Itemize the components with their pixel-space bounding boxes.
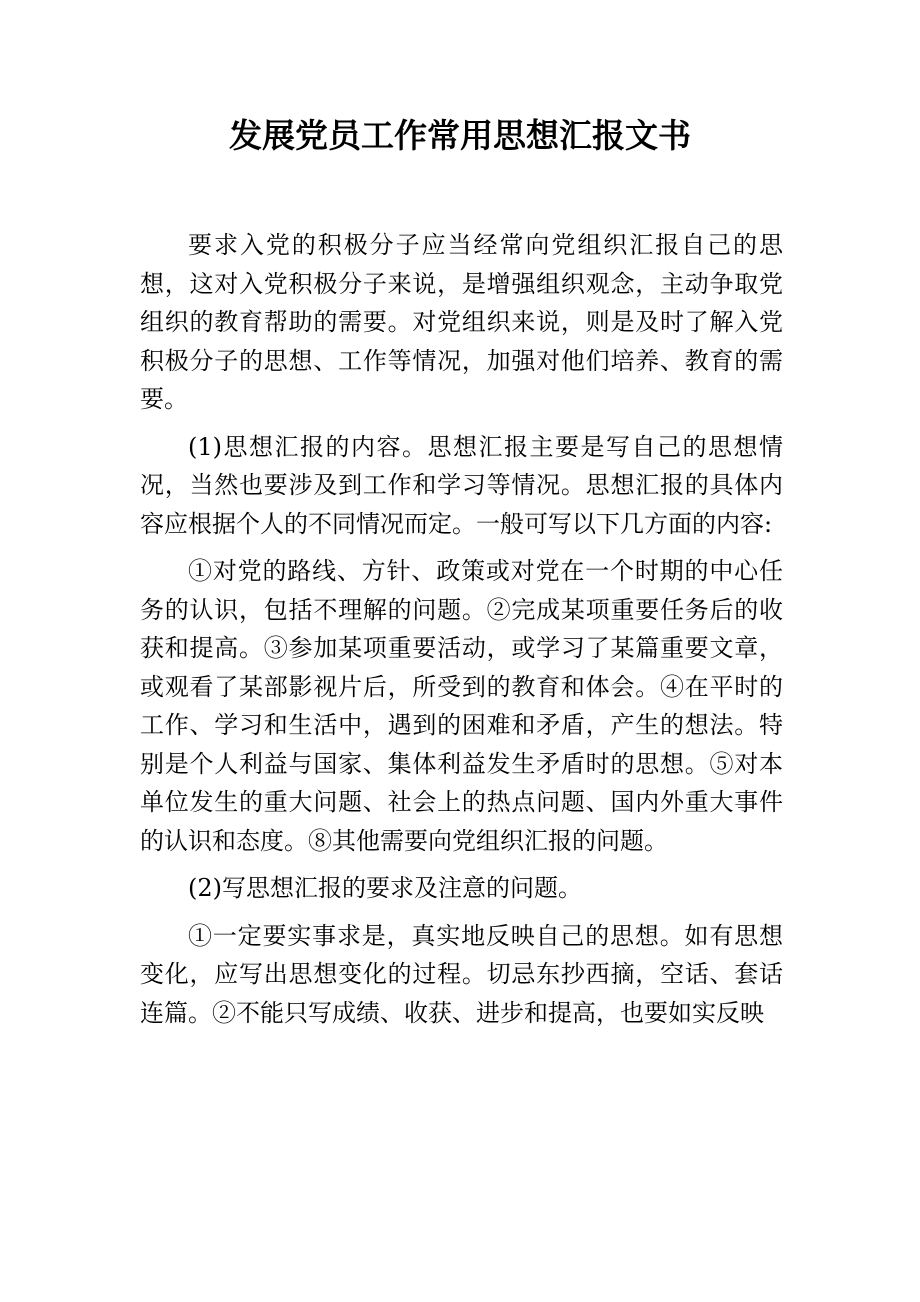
- document-body: [140, 226, 783, 1041]
- document-title: 发展党员工作常用思想汇报文书: [229, 116, 691, 155]
- paragraph-report-content: (1)思想汇报的内容。思想汇报主要是写自己的思想情况，当然也要涉及到工作和学习等情况。思想汇报的具体内容应根据个人的不同情况而定。一般可写以下几方面的内容:: [140, 432, 783, 538]
- paragraph-content-items: ①对党的路线、方针、政策或对党在一个时期的中心任务的认识，包括不理解的问题。②完成某项重要任务后的收获和提高。③参加某项重要活动，或学习了某篇重要文章，或观看了某部影视片后，所受到的教育和体会。④在平时的工作、学习和生活中，遇到的困难和矛盾，产生的想法。特别是个人利益与国家、集体利益发生矛盾时的思想。⑤对本单位发生的重大问题、社会上的热点问题、国内外重大事件的认识和态度。⑧其他需要向党组织汇报的问题。: [140, 557, 783, 855]
- paragraph-intro: 要求入党的积极分子应当经常向党组织汇报自己的思想，这对入党积极分子来说，是增强组织观念，主动争取党组织的教育帮助的需要。对党组织来说，则是及时了解入党积极分子的思想、工作等情况，加强对他们培养、教育的需要。: [140, 231, 783, 413]
- paragraph-requirements-items: ①一定要实事求是，真实地反映自己的思想。如有思想变化，应写出思想变化的过程。切忌东抄西摘，空话、套话连篇。②不能只写成绩、收获、进步和提高，也要如实反映: [140, 921, 783, 1027]
- paragraph-requirements-heading: (2)写思想汇报的要求及注意的问题。: [188, 874, 582, 902]
